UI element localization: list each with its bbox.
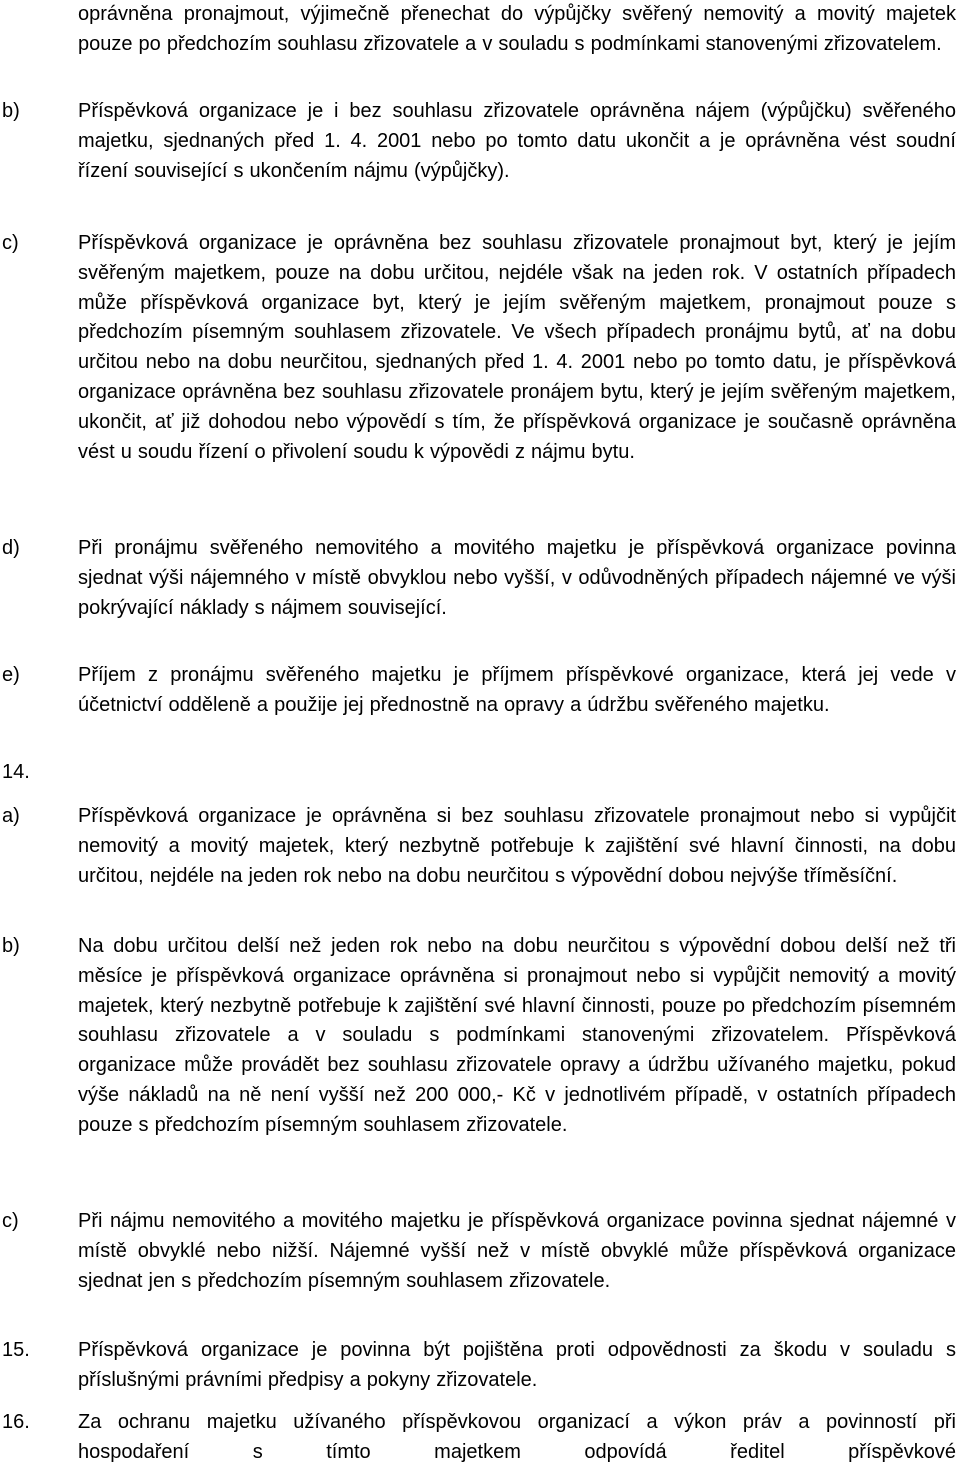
item-text: Příspěvková organizace je oprávněna si bez souhlasu zřizovatele pronajmout nebo si vypůjčit nemovitý a movitý majetek, který nezbytně potřebuje k zajištění své hlavní činnosti, na dobu určitou, nejdéle na jeden rok nebo na dobu neurčitou s výpovědní dobou nejvýše tříměsíční. bbox=[78, 805, 956, 887]
item-label: c) bbox=[2, 232, 19, 254]
item-label: d) bbox=[2, 537, 20, 559]
item-label: c) bbox=[2, 1210, 19, 1232]
item-text: Při pronájmu svěřeného nemovitého a movitého majetku je příspěvková organizace povinna sjednat výši nájemného v místě obvyklou nebo vyšší, v odůvodněných případech nájemné ve výši pokrývající náklady s nájmem související. bbox=[78, 537, 956, 619]
item-text: Při nájmu nemovitého a movitého majetku je příspěvková organizace povinna sjednat nájemné v místě obvyklé nebo nižší. Nájemné vyšší než v místě obvyklé může příspěvková organizace sjednat jen s předchozím písemným souhlasem zřizovatele. bbox=[78, 1210, 956, 1292]
item-text: Na dobu určitou delší než jeden rok nebo na dobu neurčitou s výpovědní dobou delší než tři měsíce je příspěvková organizace oprávněna si pronajmout nebo si vypůjčit nemovitý a movitý majetek, který nezbytně potřebuje k zajištění své hlavní činnosti, pouze po předchozím písemném souhlasu zřizovatele a v souladu s podmínkami stanovenými zřizovatelem. Příspěvková organizace může provádět bez souhlasu zřizovatele opravy a údržbu užívaného majetku, pokud výše nákladů na ně není vyšší než 200 000,- Kč v jednotlivém případě, v ostatních případech pouze s předchozím písemným souhlasem zřizovatele. bbox=[78, 935, 956, 1136]
item-text: Příjem z pronájmu svěřeného majetku je příjmem příspěvkové organizace, která jej vede v účetnictví odděleně a použije jej přednostně na opravy a údržbu svěřeného majetku. bbox=[78, 664, 956, 716]
section-text: Příspěvková organizace je povinna být pojištěna proti odpovědnosti za škodu v souladu s příslušnými právními předpisy a pokyny zřizovatele. bbox=[78, 1339, 956, 1391]
section-number: 14. bbox=[2, 761, 30, 783]
item-text: Příspěvková organizace je oprávněna bez souhlasu zřizovatele pronajmout byt, který je jejím svěřeným majetkem, pouze na dobu určitou, nejdéle však na jeden rok. V ostatních případech může příspěvková organizace byt, který je jejím svěřeným majetkem, pronajmout pouze s předchozím písemným souhlasem zřizovatele. Ve všech případech pronájmu bytů, ať na dobu určitou nebo na dobu neurčitou, sjednaných před 1. 4. 2001 nebo po tomto datu, je příspěvková organizace oprávněna bez souhlasu zřizovatele pronájem bytu, který je jejím svěřeným majetkem, ukončit, ať již dohodou nebo výpovědí s tím, že příspěvková organizace je současně oprávněna vést u soudu řízení o přivolení soudu k výpovědi z nájmu bytu. bbox=[78, 232, 956, 463]
intro-text: oprávněna pronajmout, výjimečně přenechat do výpůjčky svěřený nemovitý a movitý majetek pouze po předchozím souhlasu zřizovatele a v souladu s podmínkami stanovenými zřizovatelem. bbox=[78, 3, 956, 55]
section-text: Za ochranu majetku užívaného příspěvkovou organizací a výkon práv a povinností při hospodaření s tímto majetkem odpovídá ředitel příspěvkové bbox=[78, 1411, 956, 1463]
item-text: Příspěvková organizace je i bez souhlasu zřizovatele oprávněna nájem (výpůjčku) svěřeného majetku, sjednaných před 1. 4. 2001 nebo po tomto datu ukončit a je oprávněna vést soudní řízení související s ukončením nájmu (výpůjčky). bbox=[78, 100, 956, 182]
item-label: e) bbox=[2, 664, 20, 686]
section-number: 16. bbox=[2, 1411, 30, 1433]
section-number: 15. bbox=[2, 1339, 30, 1361]
item-label: a) bbox=[2, 805, 20, 827]
item-label: b) bbox=[2, 100, 20, 122]
item-label: b) bbox=[2, 935, 20, 957]
